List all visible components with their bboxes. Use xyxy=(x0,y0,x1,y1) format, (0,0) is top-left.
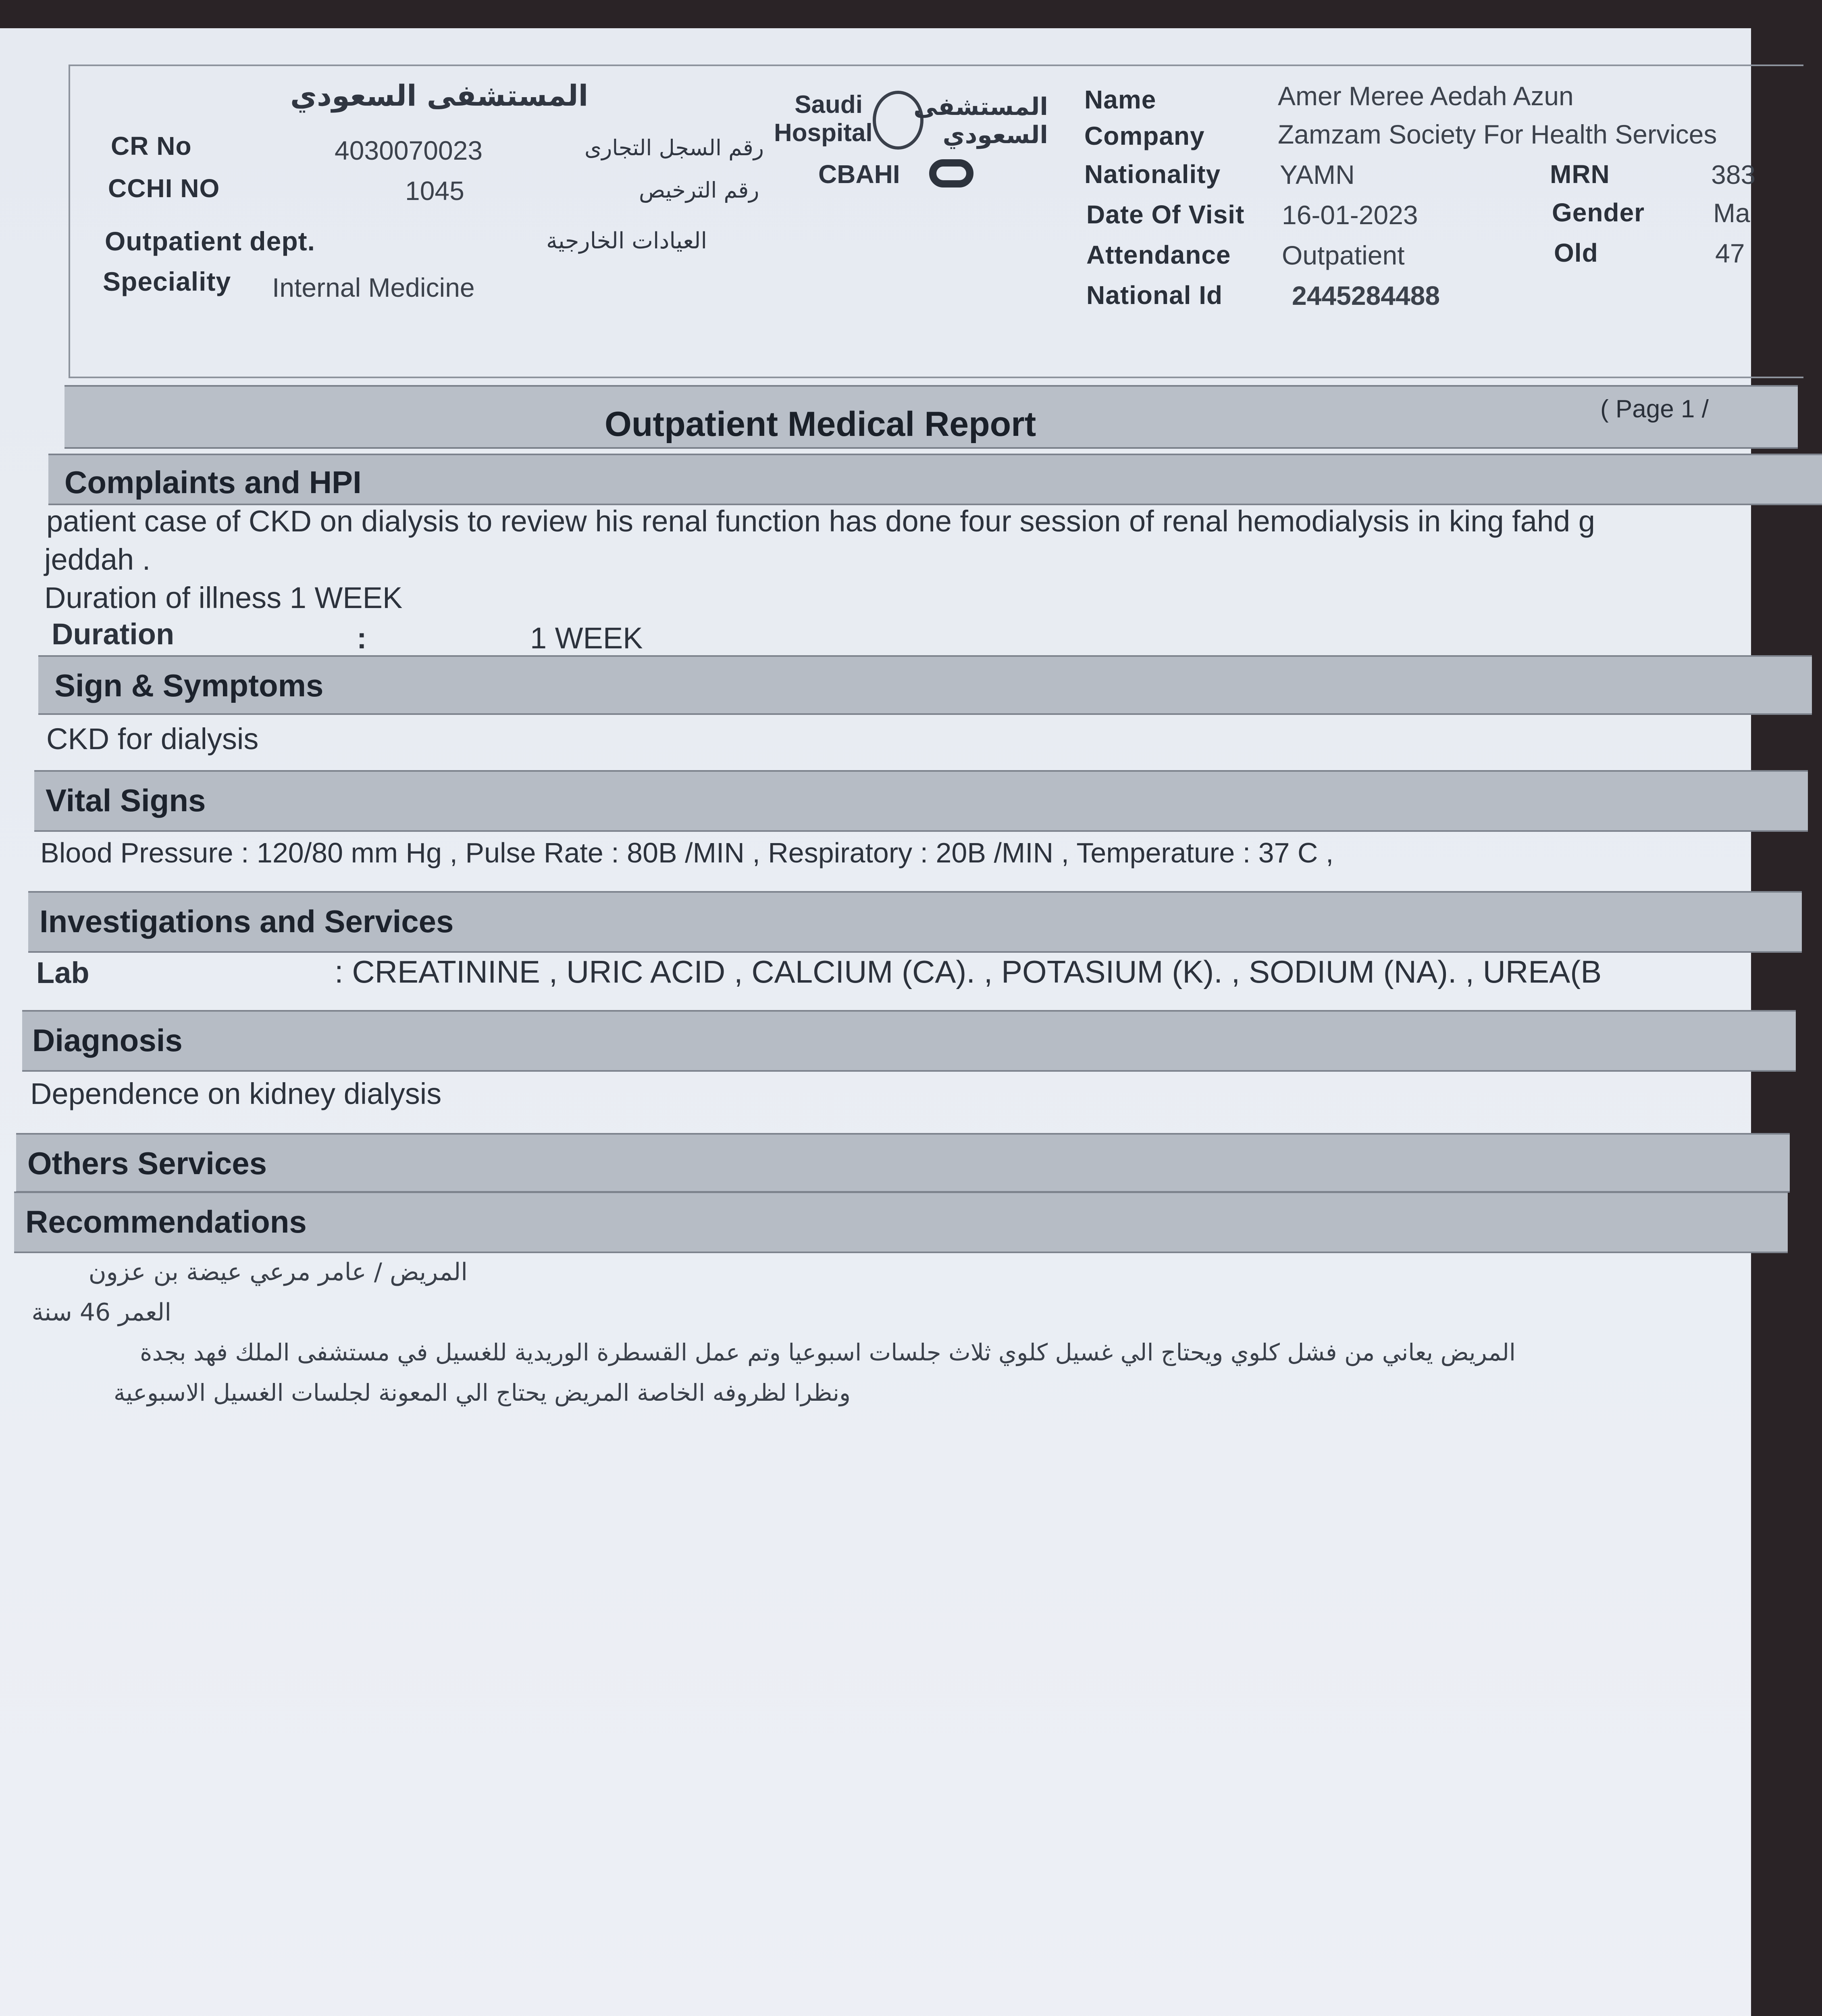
complaints-line1: patient case of CKD on dialysis to review his renal function has done four session of renal hemodialysis in king fahd g xyxy=(46,504,1595,538)
lab-label: Lab xyxy=(36,956,89,989)
cbahi-logo-icon xyxy=(929,159,973,187)
hospital-name-ar: المستشفى السعودي xyxy=(290,79,589,112)
duration-label: Duration xyxy=(52,617,175,651)
arabic-note-line1: المريض / عامر مرعي عيضة بن عزون xyxy=(88,1258,468,1286)
national-id-value: 2445284488 xyxy=(1292,281,1440,310)
cr-no-value: 4030070023 xyxy=(335,135,483,165)
arabic-note-line3: المريض يعاني من فشل كلوي ويحتاج الي غسيل كلوي ثلاث جلسات اسبوعيا وتم عمل القسطرة الوريدية للغسيل في مستشفى الملك فهد بجدة xyxy=(140,1339,1516,1366)
report-title-bar xyxy=(64,385,1798,449)
duration-value: 1 WEEK xyxy=(530,621,643,655)
logo-text-ar: المستشفى السعودي xyxy=(913,93,1048,149)
speciality-value: Internal Medicine xyxy=(272,273,475,302)
dept-label: Outpatient dept. xyxy=(105,226,315,256)
diagnosis-bar xyxy=(22,1010,1796,1072)
sign-text: CKD for dialysis xyxy=(46,722,259,756)
visit-value: 16-01-2023 xyxy=(1282,200,1418,230)
vital-text: Blood Pressure : 120/80 mm Hg , Pulse Rate : 80B /MIN , Respiratory : 20B /MIN , Temperature : 37 C , xyxy=(40,837,1334,868)
cchi-label: CCHI NO xyxy=(108,174,220,203)
company-label: Company xyxy=(1084,121,1205,150)
attendance-label: Attendance xyxy=(1086,240,1231,269)
arabic-note-line2: العمر 46 سنة xyxy=(31,1298,171,1327)
cchi-value: 1045 xyxy=(405,176,464,206)
recommendations-bar xyxy=(14,1191,1788,1253)
vital-bar xyxy=(34,770,1808,832)
mrn-label: MRN xyxy=(1550,160,1610,189)
lab-value: : CREATININE , URIC ACID , CALCIUM (CA). , POTASIUM (K). , SODIUM (NA). , UREA(B xyxy=(335,954,1602,989)
complaints-line2: jeddah . xyxy=(44,543,151,576)
dept-label-ar: العيادات الخارجية xyxy=(546,228,707,254)
cr-no-label-ar: رقم السجل التجارى xyxy=(584,135,764,160)
nationality-value: YAMN xyxy=(1280,160,1355,190)
cr-no-label: CR No xyxy=(111,131,192,160)
complaints-title: Complaints and HPI xyxy=(64,464,362,500)
cchi-label-ar: رقم الترخيص xyxy=(639,177,759,203)
old-value: 47 xyxy=(1715,238,1745,268)
attendance-value: Outpatient xyxy=(1282,240,1405,270)
duration-colon: : xyxy=(357,621,367,655)
diagnosis-title: Diagnosis xyxy=(32,1023,183,1058)
name-label: Name xyxy=(1084,85,1156,114)
recommendations-title: Recommendations xyxy=(25,1204,307,1239)
gender-value: Ma xyxy=(1713,198,1750,228)
others-bar xyxy=(16,1133,1790,1193)
national-id-label: National Id xyxy=(1086,281,1223,310)
arabic-note-line4: ونظرا لظروفه الخاصة المريض يحتاج الي المعونة لجلسات الغسيل الاسبوعية xyxy=(113,1379,851,1406)
cbahi-label: CBAHI xyxy=(818,160,900,189)
company-value: Zamzam Society For Health Services xyxy=(1278,119,1717,149)
others-title: Others Services xyxy=(27,1145,267,1181)
diagnosis-text: Dependence on kidney dialysis xyxy=(30,1077,442,1110)
complaints-bar xyxy=(48,454,1822,505)
name-value: Amer Meree Aedah Azun xyxy=(1278,81,1574,111)
visit-label: Date Of Visit xyxy=(1086,200,1245,229)
sign-title: Sign & Symptoms xyxy=(54,668,324,703)
logo-text-en: Saudi Hospital xyxy=(774,91,873,147)
investigations-bar xyxy=(28,891,1802,953)
gender-label: Gender xyxy=(1552,198,1645,227)
sign-bar xyxy=(38,655,1812,715)
report-title: Outpatient Medical Report xyxy=(605,405,1036,444)
report-paper xyxy=(0,28,1756,2016)
nationality-label: Nationality xyxy=(1084,160,1221,189)
old-label: Old xyxy=(1554,238,1598,267)
duration-of-illness: Duration of illness 1 WEEK xyxy=(44,581,403,614)
mrn-value: 383 xyxy=(1711,160,1756,190)
speciality-label: Speciality xyxy=(103,267,231,296)
page-indicator: ( Page 1 / xyxy=(1600,395,1709,423)
investigations-title: Investigations and Services xyxy=(40,904,454,939)
vital-title: Vital Signs xyxy=(46,783,206,818)
